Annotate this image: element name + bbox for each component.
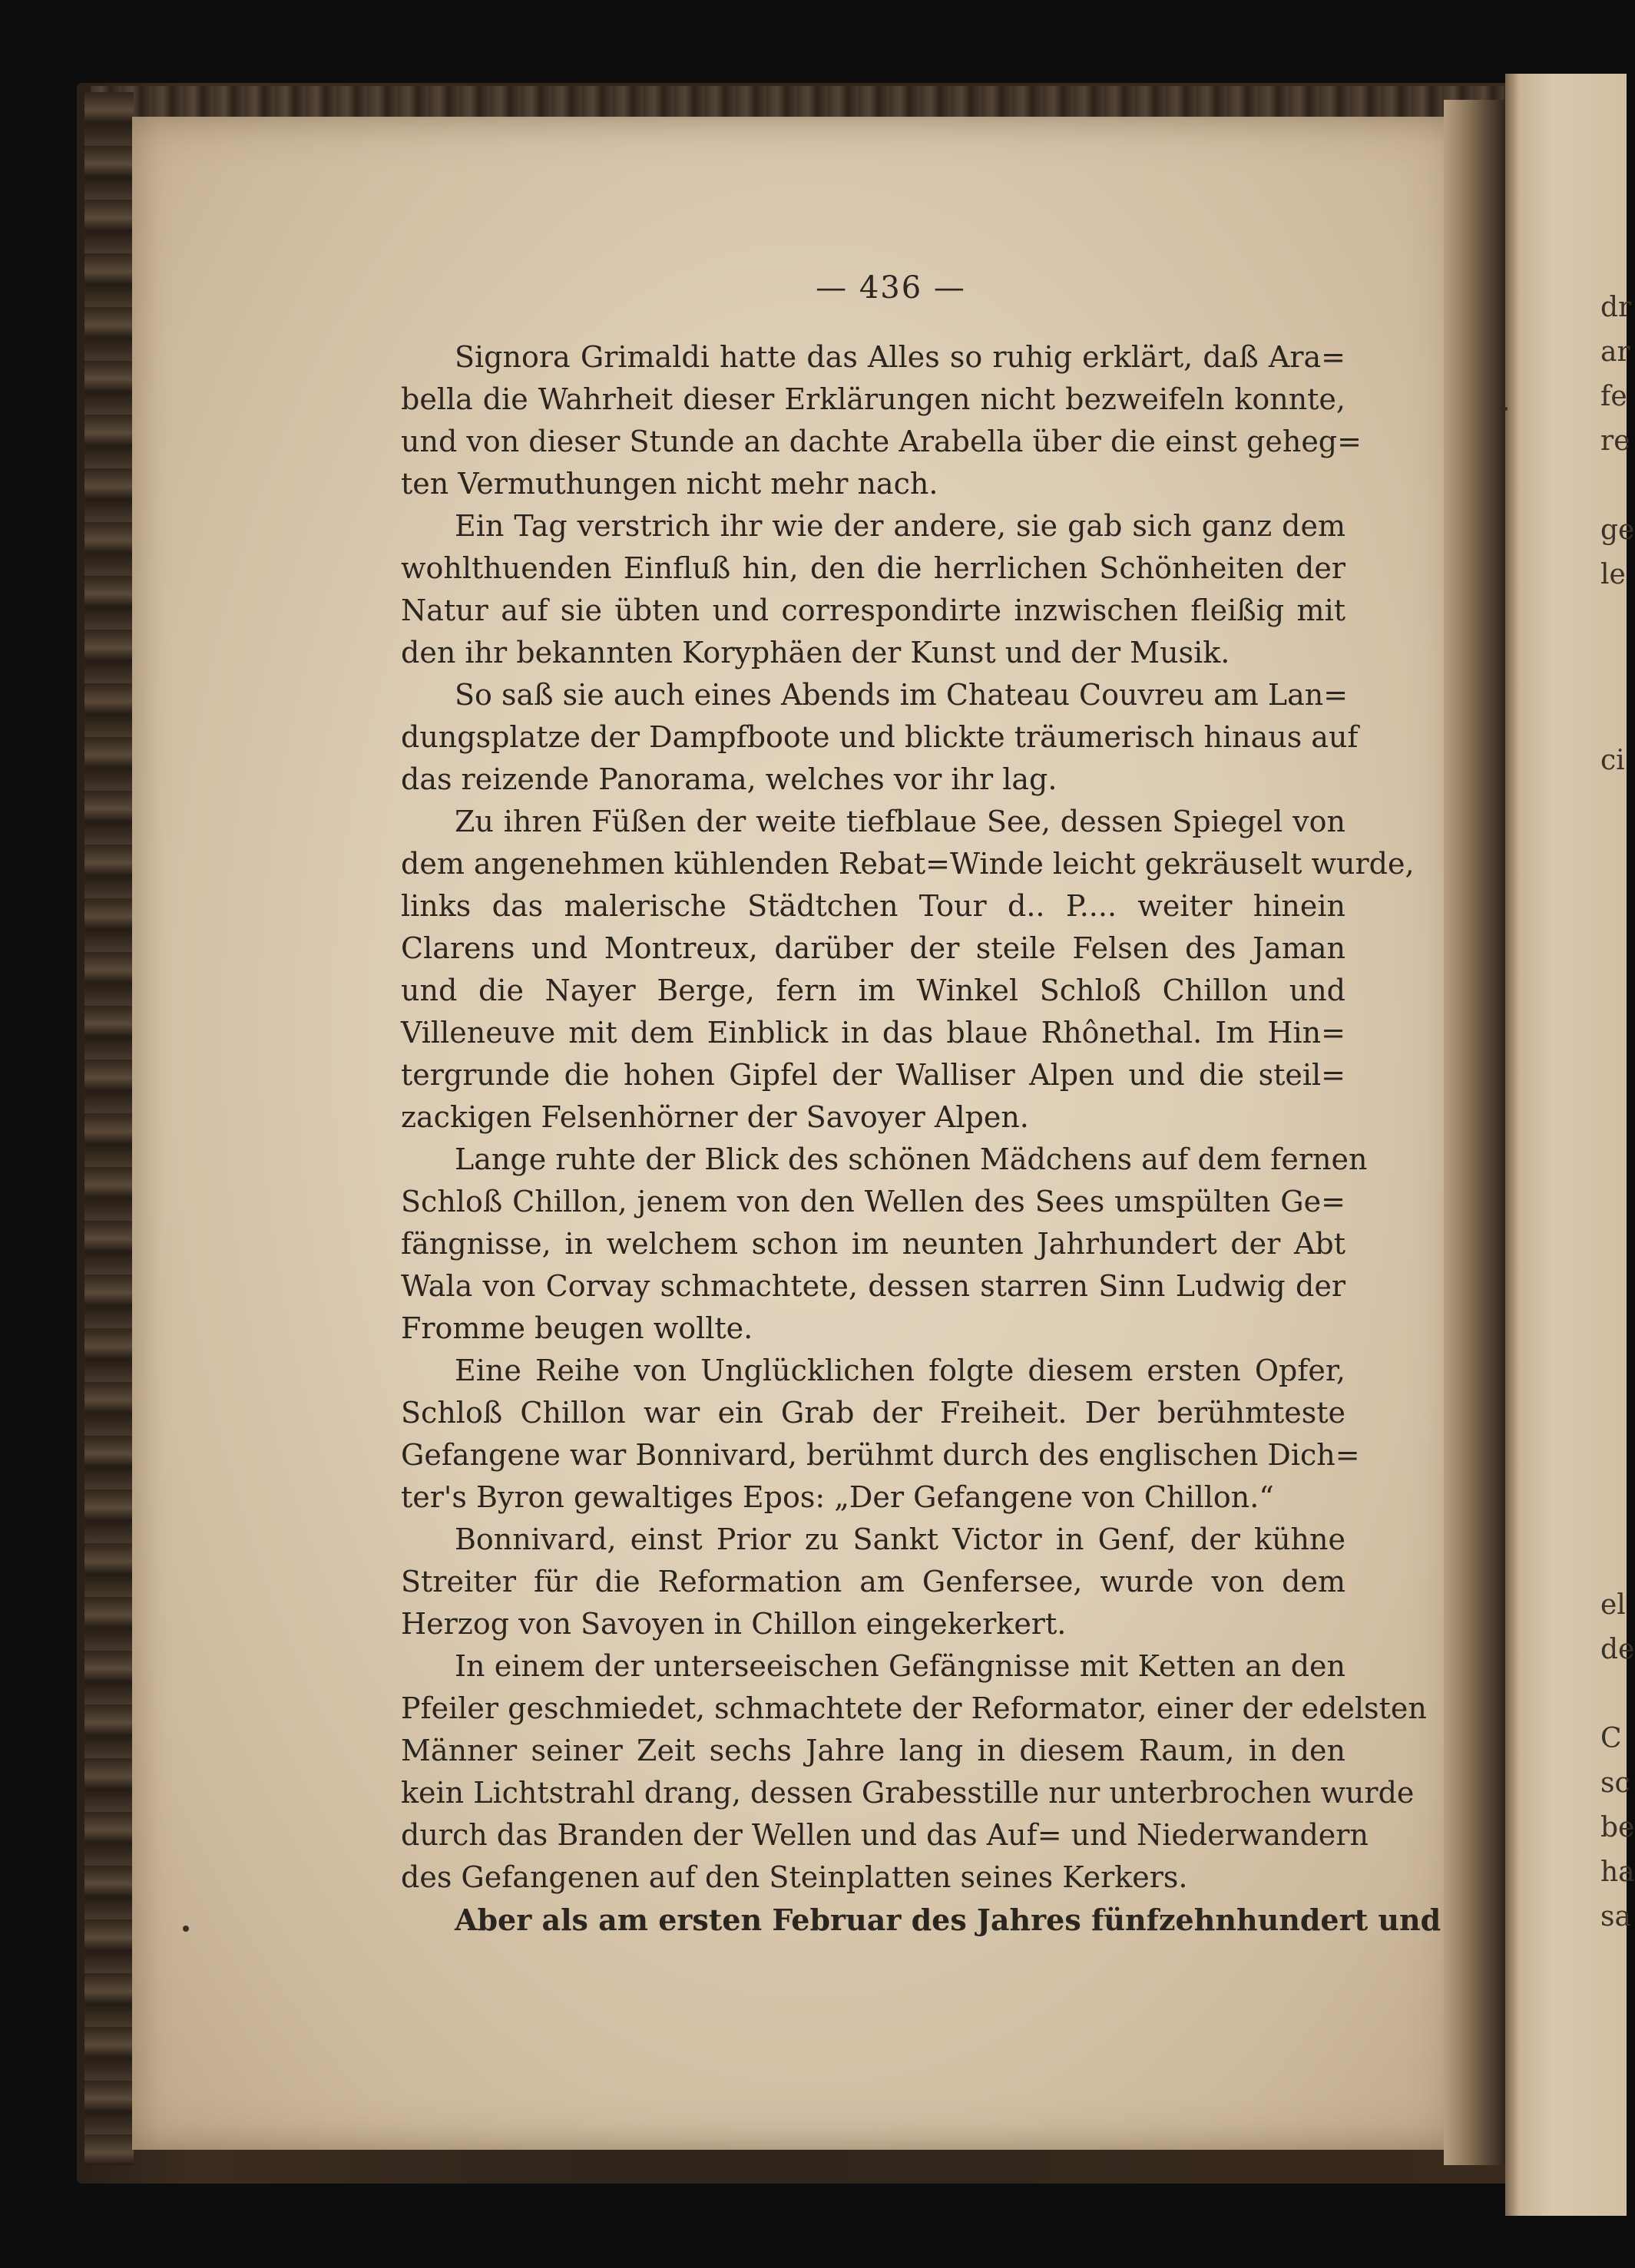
text-line: Streiter für die Reformation am Genfersee, wurde von dem — [401, 1565, 1345, 1599]
right-page-fragment-text: le — [1600, 559, 1626, 590]
text-line: Villeneuve mit dem Einblick in das blaue Rhônethal. Im Hin= — [401, 1016, 1345, 1050]
text-line: Schloß Chillon, jenem von den Wellen des Sees umspülten Ge= — [401, 1185, 1345, 1218]
right-page-fragment-text: sa — [1600, 1901, 1631, 1932]
text-line: links das malerische Städtchen Tour d.. P.... weiter hinein — [401, 889, 1345, 923]
text-line: So saß sie auch eines Abends im Chateau Couvreu am Lan= — [455, 678, 1349, 712]
text-line: Clarens und Montreux, darüber der steile Felsen des Jaman — [401, 931, 1345, 965]
right-page-fragment-text: be — [1600, 1812, 1635, 1843]
right-page-fragment-text: dr — [1600, 292, 1632, 323]
text-line: wohlthuenden Einfluß hin, den die herrlichen Schönheiten der — [401, 551, 1345, 585]
text-line: den ihr bekannten Koryphäen der Kunst und der Musik. — [401, 636, 1230, 669]
right-page-fragment-text: ha — [1600, 1856, 1635, 1888]
text-line: Männer seiner Zeit sechs Jahre lang in diesem Raum, in den — [401, 1734, 1345, 1767]
text-line: Zu ihren Füßen der weite tiefblaue See, dessen Spiegel von — [455, 805, 1345, 838]
text-line: Fromme beugen wollte. — [401, 1311, 753, 1345]
right-page-fragment-text: ci — [1600, 745, 1625, 776]
right-page-fragment-text: el — [1600, 1589, 1626, 1621]
text-line: tergrunde die hohen Gipfel der Walliser Alpen und die steil= — [401, 1058, 1345, 1092]
text-line: In einem der unterseeischen Gefängnisse mit Ketten an den — [455, 1649, 1345, 1683]
text-line: und von dieser Stunde an dachte Arabella über die einst geheg= — [401, 425, 1362, 458]
book-top-edge — [91, 86, 1504, 118]
text-line: Gefangene war Bonnivard, berühmt durch des englischen Dich= — [401, 1438, 1360, 1472]
text-line: dem angenehmen kühlenden Rebat=Winde leicht gekräuselt wurde, — [401, 847, 1415, 881]
page-body-text — [401, 336, 1441, 1941]
paper-speck — [183, 1926, 189, 1932]
text-line: zackigen Felsenhörner der Savoyer Alpen. — [401, 1100, 1029, 1134]
text-line: ten Vermuthungen nicht mehr nach. — [401, 467, 938, 501]
book-spine-edge — [84, 92, 134, 2165]
page-gutter — [1444, 100, 1505, 2165]
text-line: des Gefangenen auf den Steinplatten seines Kerkers. — [401, 1860, 1188, 1894]
text-line: Wala von Corvay schmachtete, dessen starren Sinn Ludwig der — [401, 1269, 1345, 1303]
text-line: Aber als am ersten Februar des Jahres fünfzehnhundert und — [455, 1903, 1441, 1937]
text-line: Pfeiler geschmiedet, schmachtete der Reformator, einer der edelsten — [401, 1691, 1427, 1725]
text-line: Signora Grimaldi hatte das Alles so ruhig erklärt, daß Ara= — [455, 340, 1345, 374]
paper-speck — [1504, 407, 1508, 411]
text-line: kein Lichtstrahl drang, dessen Grabesstille nur unterbrochen wurde — [401, 1776, 1415, 1810]
right-page-fragment-text: de — [1600, 1634, 1635, 1665]
text-line: dungsplatze der Dampfboote und blickte träumerisch hinaus auf — [401, 720, 1359, 754]
right-page-fragment-text: ar — [1600, 336, 1630, 368]
right-page-fragment-text: sc — [1600, 1767, 1630, 1799]
text-line: ter's Byron gewaltiges Epos: „Der Gefangene von Chillon.“ — [401, 1480, 1274, 1514]
right-page-fragment-text: re — [1600, 425, 1630, 457]
right-page-fragment-text: C — [1600, 1723, 1622, 1754]
page-number: — 436 — — [816, 270, 966, 306]
text-line: Herzog von Savoyen in Chillon eingekerkert. — [401, 1607, 1067, 1641]
right-page-fragment-text: fe — [1600, 381, 1627, 412]
text-line: Ein Tag verstrich ihr wie der andere, sie gab sich ganz dem — [455, 509, 1345, 543]
text-line: bella die Wahrheit dieser Erklärungen nicht bezweifeln konnte, — [401, 382, 1345, 416]
text-line: Lange ruhte der Blick des schönen Mädchens auf dem fernen — [455, 1142, 1368, 1176]
text-line: Eine Reihe von Unglücklichen folgte diesem ersten Opfer, — [455, 1354, 1345, 1387]
text-line: Natur auf sie übten und correspondirte inzwischen fleißig mit — [401, 593, 1345, 627]
text-line: das reizende Panorama, welches vor ihr lag. — [401, 762, 1057, 796]
text-line: durch das Branden der Wellen und das Auf= und Niederwandern — [401, 1818, 1369, 1852]
right-page-fragment-text: ge — [1600, 514, 1635, 546]
text-line: und die Nayer Berge, fern im Winkel Schloß Chillon und — [401, 974, 1345, 1007]
text-line: Bonnivard, einst Prior zu Sankt Victor in Genf, der kühne — [455, 1522, 1345, 1556]
text-line: Schloß Chillon war ein Grab der Freiheit. Der berühmteste — [401, 1396, 1345, 1430]
text-line: fängnisse, in welchem schon im neunten Jahrhundert der Abt — [401, 1227, 1345, 1261]
